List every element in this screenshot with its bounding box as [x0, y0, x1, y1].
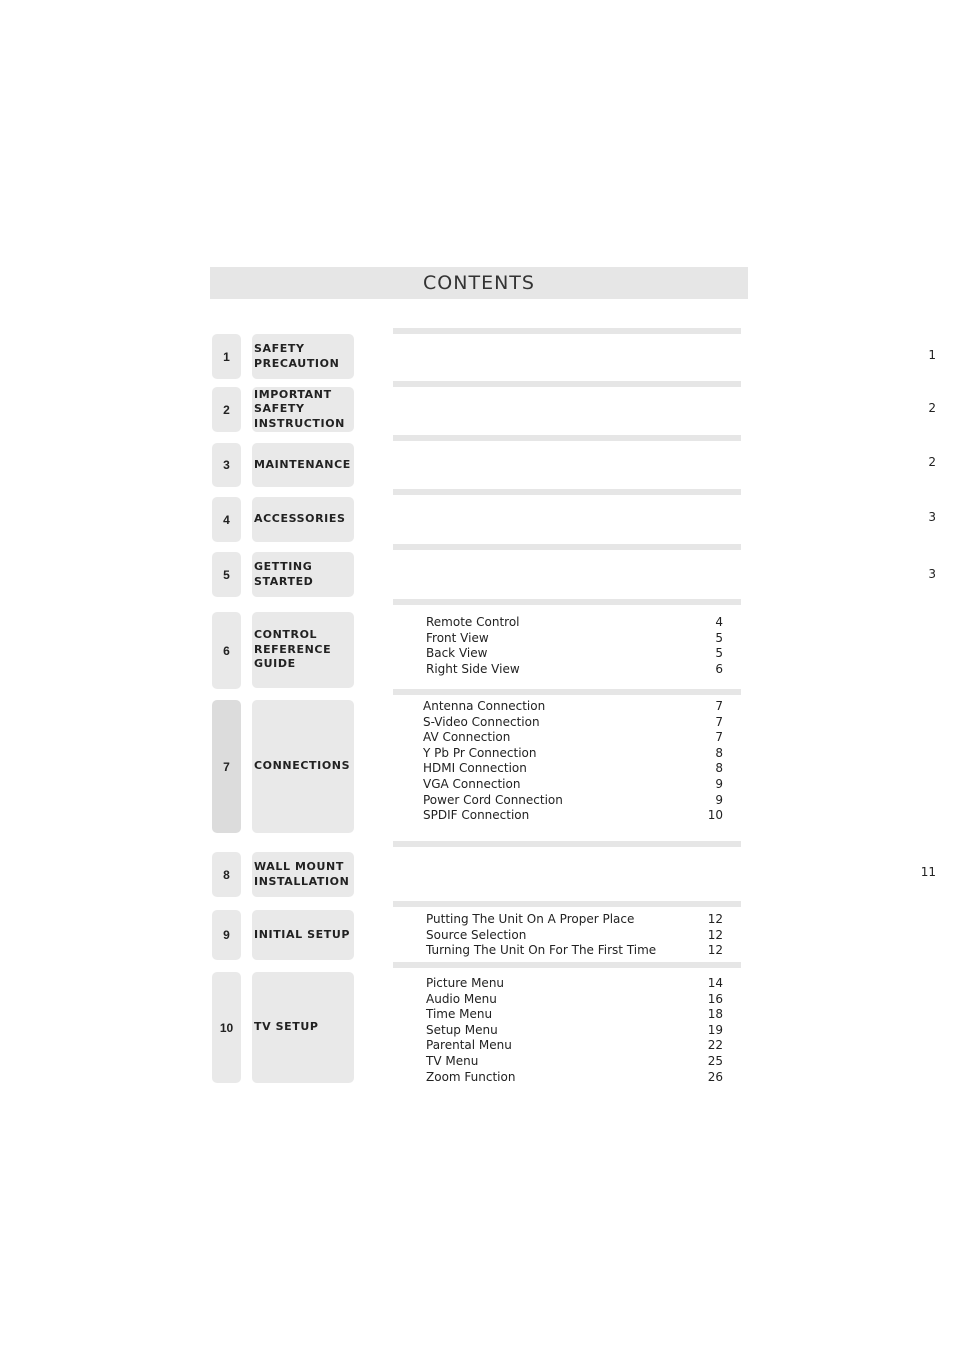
section-tab-connections[interactable] [252, 700, 354, 833]
section-label: SAFETY PRECAUTION [254, 342, 340, 370]
section-page-4[interactable]: 3 [928, 510, 936, 524]
section-number-4: 4 [212, 497, 241, 542]
section-tab-initial-setup[interactable] [252, 910, 354, 960]
list-item[interactable]: AV Connection 7 [423, 730, 723, 745]
section-page-1[interactable]: 1 [928, 348, 936, 362]
section-label: TV SETUP [254, 1020, 319, 1034]
list-item[interactable]: Parental Menu 22 [426, 1038, 723, 1053]
section-label: WALL MOUNT INSTALLATION [254, 860, 350, 888]
list-item[interactable]: HDMI Connection 8 [423, 761, 723, 776]
list-item[interactable]: Power Cord Connection 9 [423, 792, 723, 807]
section-tab-wall-mount-installation[interactable] [252, 852, 354, 897]
section-number-8: 8 [212, 852, 241, 897]
section-tab-control-reference-guide[interactable] [252, 612, 354, 688]
section-number-2: 2 [212, 387, 241, 432]
list-item[interactable]: Picture Menu 14 [426, 976, 723, 990]
section-page-5[interactable]: 3 [928, 567, 936, 581]
section-tab-maintenance[interactable] [252, 443, 354, 487]
list-item[interactable]: Setup Menu 19 [426, 1022, 723, 1037]
section-tab-important-safety-instruction[interactable] [252, 387, 354, 432]
section-page-8[interactable]: 11 [920, 865, 936, 879]
section-label: GETTING STARTED [254, 560, 314, 588]
section-label: INITIAL SETUP [254, 927, 351, 941]
divider-bar [393, 901, 741, 907]
page-title: CONTENTS [423, 272, 535, 294]
section-page-2[interactable]: 2 [928, 401, 936, 415]
section-number-9: 9 [212, 910, 241, 960]
list-item[interactable]: Putting The Unit On A Proper Place 12 [426, 912, 723, 926]
divider-bar [393, 489, 741, 495]
list-item[interactable]: Back View 5 [426, 646, 723, 661]
divider-bar [393, 435, 741, 441]
section-10-entries [393, 976, 741, 1085]
list-item[interactable]: S-Video Connection 7 [423, 714, 723, 729]
divider-bar [393, 962, 741, 968]
divider-bar [393, 599, 741, 605]
section-tab-accessories[interactable] [252, 497, 354, 542]
section-9-entries [393, 912, 741, 959]
section-number-1: 1 [212, 334, 241, 379]
list-item[interactable]: Time Menu 18 [426, 1007, 723, 1022]
list-item[interactable]: Y Pb Pr Connection 8 [423, 745, 723, 760]
section-label: CONTROL REFERENCE GUIDE [254, 628, 332, 671]
list-item[interactable]: VGA Connection 9 [423, 776, 723, 791]
section-tab-getting-started[interactable] [252, 552, 354, 597]
section-6-entries [393, 615, 741, 677]
section-7-entries [393, 699, 741, 824]
list-item[interactable]: Antenna Connection 7 [423, 699, 723, 713]
divider-bar [393, 689, 741, 695]
section-tab-tv-setup[interactable] [252, 972, 354, 1083]
list-item[interactable]: Right Side View 6 [426, 661, 723, 676]
list-item[interactable]: Audio Menu 16 [426, 991, 723, 1006]
list-item[interactable]: Remote Control 4 [426, 615, 723, 629]
divider-bar [393, 841, 741, 847]
divider-bar [393, 328, 741, 334]
section-number-5: 5 [212, 552, 241, 597]
section-number-7: 7 [212, 700, 241, 833]
section-number-3: 3 [212, 443, 241, 487]
section-label: IMPORTANT SAFETY INSTRUCTION [254, 387, 345, 430]
section-number-10: 10 [212, 972, 241, 1083]
section-number-6: 6 [212, 612, 241, 689]
list-item[interactable]: Front View 5 [426, 630, 723, 645]
list-item[interactable]: TV Menu 25 [426, 1053, 723, 1068]
list-item[interactable]: SPDIF Connection 10 [423, 808, 723, 823]
section-label: MAINTENANCE [254, 457, 351, 471]
list-item[interactable]: Zoom Function 26 [426, 1069, 723, 1084]
list-item[interactable]: Turning The Unit On For The First Time 12 [426, 943, 723, 958]
divider-bar [393, 544, 741, 550]
section-page-3[interactable]: 2 [928, 455, 936, 469]
section-tab-safety-precaution[interactable] [252, 334, 354, 379]
contents-header [210, 267, 748, 299]
section-label: ACCESSORIES [254, 512, 346, 526]
list-item[interactable]: Source Selection 12 [426, 927, 723, 942]
section-label: CONNECTIONS [254, 759, 351, 773]
divider-bar [393, 381, 741, 387]
